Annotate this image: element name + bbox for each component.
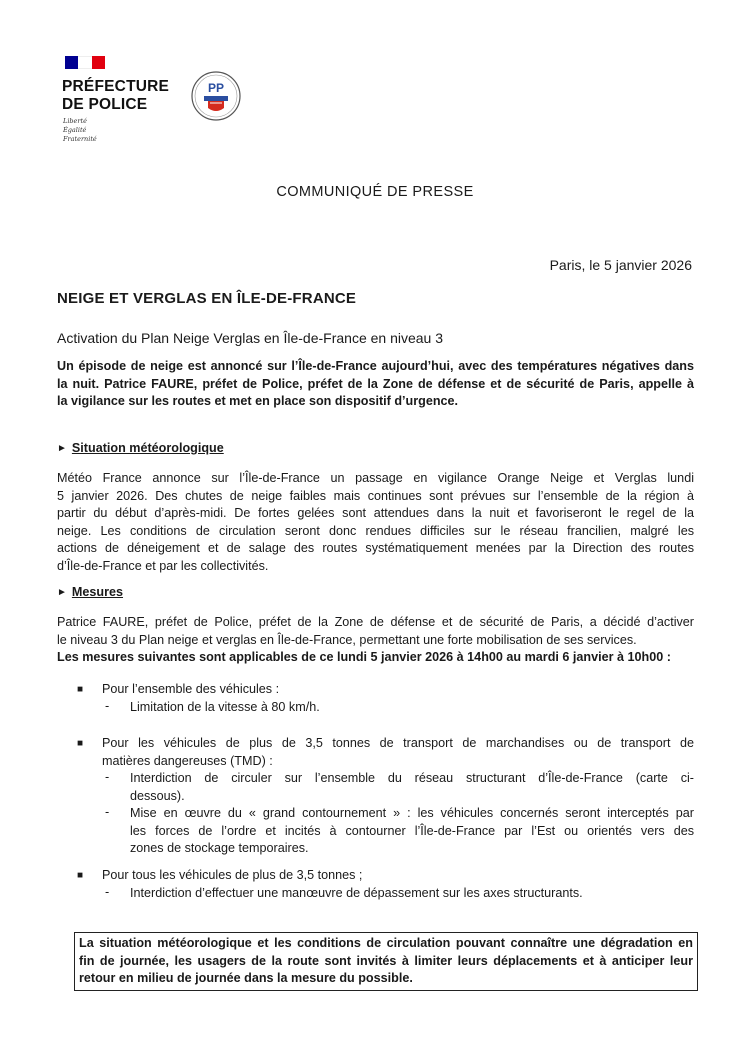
section-label: Situation météorologique: [71, 441, 224, 455]
section-arrow-icon: ►: [57, 586, 67, 598]
mesures-bold-line: Les mesures suivantes sont applicables de ce lundi 5 janvier 2026 à 14h00 au mardi 6 janvier à 10h00 :: [57, 650, 671, 665]
bullet-line: Pour l’ensemble des véhicules :: [102, 682, 280, 696]
meteo-line: neige. Les conditions de circulation seront donc rendues difficiles sur le réseau francilien, malgré les: [57, 523, 694, 538]
mesures-paragraph: [57, 614, 694, 667]
bullet-text: [102, 867, 694, 885]
motto-fraternite: Fraternité: [63, 135, 97, 143]
sub-item-text: [130, 770, 694, 805]
bullet-line: Pour tous les véhicules de plus de 3,5 tonnes ;: [102, 868, 363, 882]
bullet-text: [102, 735, 694, 770]
bullet-line: matières dangereuses (TMD) :: [102, 753, 273, 768]
notice-line: fin de journée, les usagers de la route sont invités à limiter leurs déplacements et à anticiper leur: [79, 953, 693, 968]
motto-liberte: Liberté: [63, 117, 87, 125]
dash-icon: -: [105, 699, 110, 713]
prefecture-line-1: PRÉFECTURE: [62, 78, 170, 95]
sub-item-line: Mise en œuvre du « grand contournement » : les véhicules concernés seront interceptés par: [130, 806, 694, 820]
main-title: NEIGE ET VERGLAS EN ÎLE-DE-FRANCE: [57, 290, 357, 307]
sub-item-line: Interdiction de circuler sur l’ensemble du réseau structurant d’Île-de-France (carte ci-: [130, 771, 694, 785]
sub-item-line: zones de stockage temporaires.: [130, 841, 309, 856]
sub-item-text: [130, 885, 694, 903]
meteo-line: actions de déneigement et de salage des routes systématiquement menées par la Direction des routes: [57, 541, 694, 556]
dash-icon: -: [105, 805, 110, 819]
motto-egalite: Égalité: [63, 126, 87, 134]
subtitle: Activation du Plan Neige Verglas en Île-de-France en niveau 3: [57, 330, 444, 346]
sub-item-text: [130, 805, 694, 858]
section-arrow-icon: ►: [57, 442, 67, 454]
section-heading-meteo: [57, 441, 224, 455]
intro-line: la vigilance sur les routes et met en place son dispositif d’urgence.: [57, 394, 459, 409]
press-date: Paris, le 5 janvier 2026: [549, 257, 692, 273]
bullet-icon: ■: [77, 870, 84, 881]
communique-title: COMMUNIQUÉ DE PRESSE: [276, 184, 474, 200]
prefecture-name: [62, 78, 169, 114]
bullet-icon: ■: [77, 738, 84, 749]
intro-paragraph: [57, 358, 694, 411]
mesures-line: Patrice FAURE, préfet de Police, préfet de la Zone de défense et de sécurité de Paris, a décidé d’activer: [57, 615, 694, 629]
republic-motto: [63, 117, 97, 144]
bullet-line: Pour les véhicules de plus de 3,5 tonnes de transport de marchandises ou de transport de: [102, 736, 694, 750]
section-label: Mesures: [71, 585, 124, 599]
meteo-line: Météo France annonce sur l’Île-de-France un passage en vigilance Orange Neige et Verglas lundi: [57, 471, 694, 485]
bullet-icon: ■: [77, 684, 84, 695]
meteo-paragraph: [57, 470, 694, 576]
meteo-line: 5 janvier 2026. Des chutes de neige faibles mais continues sont prévues sur l’ensemble de la région à: [57, 488, 694, 503]
prefecture-line-2: DE POLICE: [62, 96, 148, 113]
notice-line: La situation météorologique et les conditions de circulation pouvant connaître une dégradation en: [79, 936, 693, 950]
meteo-line: partir du début d’après-midi. De fortes gelées sont attendues dans la nuit et favoriseront le regel de la: [57, 506, 694, 521]
sub-item-line: Interdiction d’effectuer une manœuvre de dépassement sur les axes structurants.: [130, 886, 583, 900]
intro-line: Un épisode de neige est annoncé sur l’Île-de-France aujourd’hui, avec des températures négatives dans: [57, 359, 694, 373]
dash-icon: -: [105, 885, 110, 899]
notice-line: retour en milieu de journée dans la mesure du possible.: [79, 971, 413, 986]
sub-item-line: les forces de l’ordre et incités à contourner l’Île-de-France par l’Est ou orientés vers des: [130, 823, 694, 838]
meteo-line: d’Île-de-France et par les collectivités.: [57, 558, 269, 573]
police-badge-icon: [190, 70, 242, 122]
sub-item-line: dessous).: [130, 788, 185, 803]
intro-line: la nuit. Patrice FAURE, préfet de Police, préfet de la Zone de défense et de sécurité de Paris, appelle à: [57, 376, 694, 391]
advisory-notice-box: [74, 932, 698, 991]
mesures-line: le niveau 3 du Plan neige et verglas en Île-de-France, permettant une forte mobilisation de ses services.: [57, 632, 637, 647]
bullet-text: [102, 681, 694, 699]
sub-item-line: Limitation de la vitesse à 80 km/h.: [130, 700, 320, 714]
dash-icon: -: [105, 770, 110, 784]
section-heading-mesures: [57, 585, 123, 599]
badge-letters: PP: [207, 81, 225, 95]
french-flag-logo: [65, 56, 105, 69]
sub-item-text: [130, 699, 694, 717]
